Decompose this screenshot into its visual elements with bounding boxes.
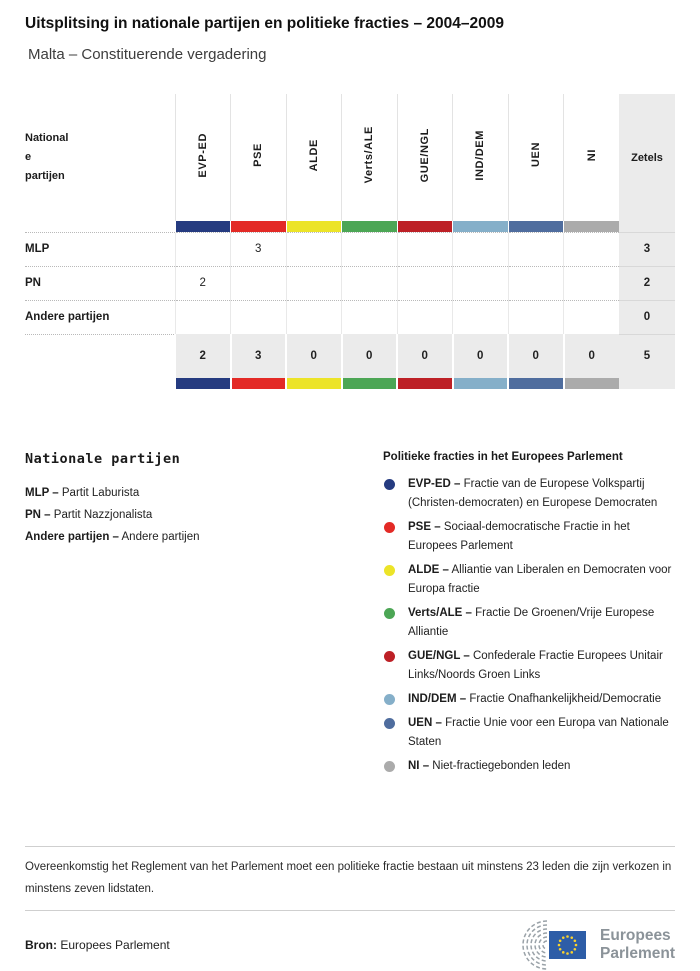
legend-national-header: Nationale partijen bbox=[25, 451, 181, 467]
color-bar bbox=[175, 221, 231, 232]
color-bar bbox=[286, 378, 342, 389]
legend-item: ALDE – Alliantie van Liberalen en Democraten voor Europa fractie bbox=[383, 561, 675, 599]
page-title: Uitsplitsing in nationale partijen en politieke fracties – 2004–2009 bbox=[25, 15, 504, 32]
source-line bbox=[25, 938, 170, 952]
party-label: Andere partijen bbox=[25, 300, 175, 334]
footnote-text: Overeenkomstig het Reglement van het Parlement moet een politieke fractie bestaan uit minstens 23 leden die zijn verkozen in minstens zeven lidstaten. bbox=[25, 861, 672, 895]
cell-value: 2 bbox=[175, 266, 231, 300]
cell-value bbox=[175, 300, 231, 334]
cell-value bbox=[397, 232, 453, 266]
legend-color-dot bbox=[384, 565, 395, 576]
color-bar bbox=[397, 221, 453, 232]
column-header: PSE bbox=[231, 94, 287, 221]
column-header: IND/DEM bbox=[453, 94, 509, 221]
legend-color-dot bbox=[384, 522, 395, 533]
cell-value bbox=[342, 266, 398, 300]
divider bbox=[25, 846, 675, 847]
legend-item: Andere partijen – Andere partijen bbox=[25, 531, 200, 543]
legend-color-dot bbox=[384, 694, 395, 705]
total-value: 0 bbox=[286, 334, 342, 378]
cell-value bbox=[564, 266, 620, 300]
cell-value bbox=[286, 300, 342, 334]
legend-political-groups bbox=[383, 451, 675, 781]
legend-item: UEN – Fractie Unie voor een Europa van Nationale Staten bbox=[383, 714, 675, 752]
cell-value bbox=[231, 300, 287, 334]
group-color-bar-row-bottom bbox=[25, 378, 675, 389]
legend-national-parties bbox=[25, 451, 383, 781]
table-row-mlp bbox=[25, 232, 675, 266]
legend-item: IND/DEM – Fractie Onafhankelijkheid/Democratie bbox=[383, 690, 675, 709]
legend-item: PN – Partit Nazzjonalista bbox=[25, 509, 153, 521]
cell-value bbox=[231, 266, 287, 300]
column-header: ALDE bbox=[286, 94, 342, 221]
total-value: 0 bbox=[564, 334, 620, 378]
legend-item: PSE – Sociaal-democratische Fractie in het Europees Parlement bbox=[383, 518, 675, 556]
column-header: Verts/ALE bbox=[342, 94, 398, 221]
color-bar bbox=[564, 378, 620, 389]
color-bar bbox=[397, 378, 453, 389]
total-value: 0 bbox=[453, 334, 509, 378]
legend-color-dot bbox=[384, 761, 395, 772]
cell-value bbox=[342, 300, 398, 334]
color-bar bbox=[508, 221, 564, 232]
legend-item: EVP-ED – Fractie van de Europese Volkspartij (Christen-democraten) en Europese Democraten bbox=[383, 475, 675, 513]
group-color-bar-row bbox=[25, 221, 675, 232]
row-header-national-parties: National e partijen bbox=[25, 132, 69, 182]
source-label: Bron: bbox=[25, 938, 57, 952]
color-bar bbox=[342, 221, 398, 232]
total-value: 0 bbox=[342, 334, 398, 378]
total-value: 0 bbox=[397, 334, 453, 378]
column-header: GUE/NGL bbox=[397, 94, 453, 221]
page-footer bbox=[25, 846, 675, 971]
cell-value bbox=[564, 300, 620, 334]
color-bar bbox=[286, 221, 342, 232]
european-parliament-logo bbox=[513, 919, 675, 971]
cell-value bbox=[342, 232, 398, 266]
source-value: Europees Parlement bbox=[60, 938, 170, 952]
legend-item: MLP – Partit Laburista bbox=[25, 487, 140, 499]
cell-value bbox=[564, 232, 620, 266]
cell-value bbox=[397, 266, 453, 300]
column-header: UEN bbox=[508, 94, 564, 221]
party-label: MLP bbox=[25, 232, 175, 266]
page-subtitle: Malta – Constituerende vergadering bbox=[28, 46, 267, 63]
column-header-seats: Zetels bbox=[619, 94, 675, 221]
seats-value: 3 bbox=[619, 232, 675, 266]
total-value: 3 bbox=[231, 334, 287, 378]
legend-color-dot bbox=[384, 718, 395, 729]
legend-groups-header: Politieke fracties in het Europees Parlement bbox=[383, 451, 623, 463]
seats-breakdown-table bbox=[25, 94, 675, 389]
cell-value bbox=[508, 300, 564, 334]
column-header: EVP-ED bbox=[175, 94, 231, 221]
ep-logo-text: Europees Parlement bbox=[600, 927, 675, 962]
color-bar bbox=[508, 378, 564, 389]
legend-item: GUE/NGL – Confederale Fractie Europees Unitair Links/Noords Groen Links bbox=[383, 647, 675, 685]
legend-item: Verts/ALE – Fractie De Groenen/Vrije Europese Alliantie bbox=[383, 604, 675, 642]
color-bar bbox=[231, 221, 287, 232]
legend-item: NI – Niet-fractiegebonden leden bbox=[383, 757, 675, 776]
cell-value bbox=[508, 232, 564, 266]
seats-value: 0 bbox=[619, 300, 675, 334]
cell-value bbox=[286, 266, 342, 300]
legend-color-dot bbox=[384, 608, 395, 619]
table-header-row bbox=[25, 94, 675, 221]
cell-value: 3 bbox=[231, 232, 287, 266]
seats-total: 5 bbox=[619, 334, 675, 378]
cell-value bbox=[453, 232, 509, 266]
legends-section bbox=[25, 451, 675, 781]
cell-value bbox=[453, 300, 509, 334]
color-bar bbox=[453, 221, 509, 232]
legend-color-dot bbox=[384, 479, 395, 490]
table-totals-row bbox=[25, 334, 675, 378]
table-row-pn bbox=[25, 266, 675, 300]
cell-value bbox=[508, 266, 564, 300]
color-bar bbox=[175, 378, 231, 389]
cell-value bbox=[175, 232, 231, 266]
legend-color-dot bbox=[384, 651, 395, 662]
color-bar bbox=[564, 221, 620, 232]
total-value: 2 bbox=[175, 334, 231, 378]
color-bar bbox=[342, 378, 398, 389]
divider bbox=[25, 910, 675, 911]
total-value: 0 bbox=[508, 334, 564, 378]
cell-value bbox=[286, 232, 342, 266]
cell-value bbox=[453, 266, 509, 300]
table-row-andere-partijen bbox=[25, 300, 675, 334]
party-label: PN bbox=[25, 266, 175, 300]
color-bar bbox=[231, 378, 287, 389]
ep-hemicycle-flag-icon bbox=[513, 919, 591, 971]
column-header: NI bbox=[564, 94, 620, 221]
seats-value: 2 bbox=[619, 266, 675, 300]
color-bar bbox=[453, 378, 509, 389]
cell-value bbox=[397, 300, 453, 334]
